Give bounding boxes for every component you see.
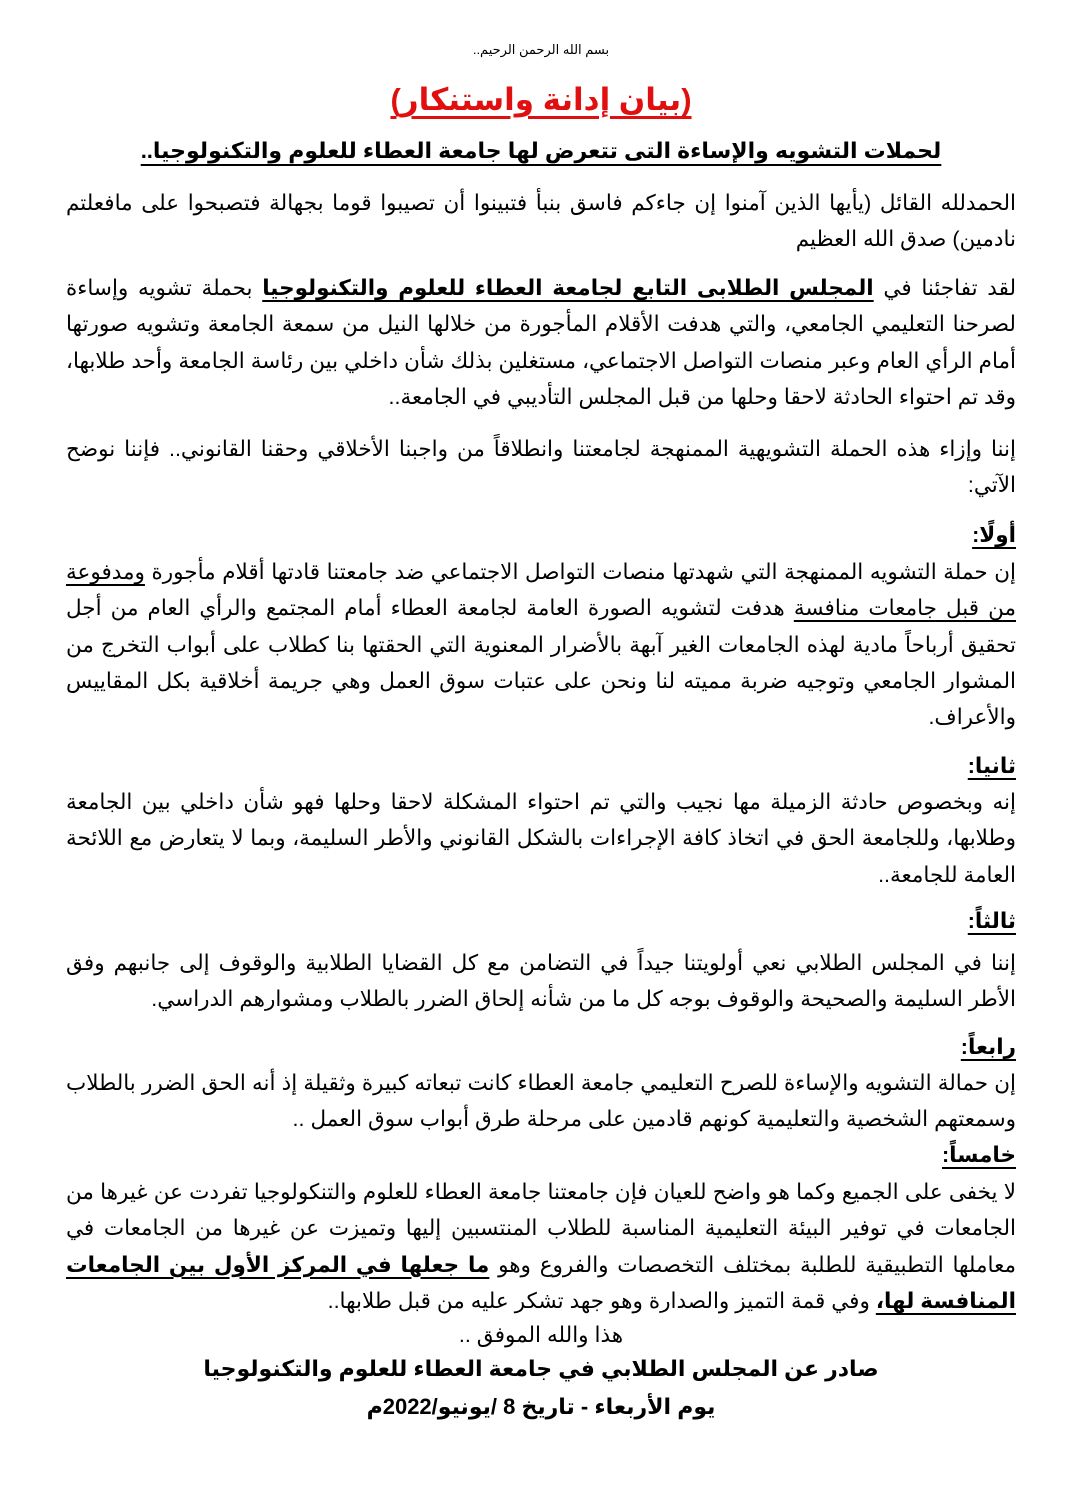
- heading-text: ثالثاً:: [967, 909, 1016, 933]
- section-heading-fourth: [66, 1029, 1016, 1065]
- section-heading-first: [66, 517, 1016, 553]
- section-fourth-text: إن حمالة التشويه والإساءة للصرح التعليمي جامعة العطاء كانت تبعاته كبيرة وثقيلة إذ أنه الحق الضرر بالطلاب وسمعتهم الشخصية والتعليمية كونهم قادمين على مرحلة طرق أبواب سوق العمل ..: [66, 1071, 1016, 1132]
- text: وفي قمة التميز والصدارة وهو جهد تشكر عليه من قبل طلابها..: [327, 1288, 876, 1313]
- closing-line: هذا والله الموفق ..: [458, 1323, 624, 1347]
- title-text: (بيان إدانة واستنكار): [390, 82, 692, 117]
- document-title: [66, 82, 1016, 118]
- heading-text: خامساً:: [942, 1143, 1016, 1167]
- issuer-line: صادر عن المجلس الطلابي في جامعة العطاء للعلوم والتكنولوجيا: [203, 1356, 879, 1381]
- heading-text: أولًا:: [972, 523, 1016, 547]
- heading-text: رابعاً:: [960, 1035, 1016, 1059]
- section-heading-fifth: [66, 1137, 1016, 1173]
- text: لا يخفى على الجميع وكما هو واضح للعيان فإن جامعتنا جامعة العطاء للعلوم والتنكولوجيا تفردت عن غيرها من الجامعات في توفير البيئة التعليمية المناسبة للطلاب المنتسبين إليها وتميزت عن غيرها من الجامعات في معاملها التطبيقية للطلبة بمختلف التخصصات والفروع وهو: [66, 1180, 1016, 1277]
- text: هدفت لتشويه الصورة العامة لجامعة العطاء أمام المجتمع والرأي العام من أجل تحقيق أرباحاً مادية لهذه الجامعات الغير آبهة بالأضرار المعنوية التي الحقتها بنا كطلاب على أبواب التخرج من المشوار الجامعي وتوجيه ضربة مميته لنا ونحن على عتبات سوق العمل وهي جريمة أخلاقية بكل المقاييس والأعراف.: [66, 596, 1016, 730]
- section-fifth-text: [66, 1174, 1016, 1319]
- section-heading-second: [66, 748, 1016, 784]
- section-heading-third: [66, 903, 1016, 939]
- subtitle-text: لحملات التشويه والإساءة التى تتعرض لها جامعة العطاء للعلوم والتكنولوجيا..: [140, 138, 942, 163]
- statement-paragraph: إننا وإزاء هذه الحملة التشويهية الممنهجة لجامعتنا وانطلاقاً من واجبنا الأخلاقي وحقنا القانوني.. فإننا نوضح الآتي:: [66, 437, 1016, 498]
- text: بحملة تشويه وإساءة لصرحنا التعليمي الجامعي، والتي هدفت الأقلام المأجورة من خلالها النيل من سمعة الجامعة وتشويه صورتها أمام الرأي العام وعبر منصات التواصل الاجتماعي، مستغلين بذلك شأن داخلي بين رئاسة الجامعة وأحد طلابها، وقد تم احتواء الحادثة لاحقا وحلها من قبل المجلس التأديبي في الجامعة..: [66, 276, 1016, 409]
- document-subtitle: [66, 138, 1016, 164]
- section-second-text: إنه وبخصوص حادثة الزميلة مها نجيب والتي تم احتواء المشكلة لاحقا وحلها فهو شأن داخلي بين الجامعة وطلابها، وللجامعة الحق في اتخاذ كافة الإجراءات بالشكل القانوني والأطر السليمة، وبما لا يتعارض مع اللائحة العامة للجامعة..: [66, 790, 1016, 887]
- date-line: يوم الأربعاء - تاريخ 8 /يونيو/2022م: [366, 1394, 716, 1419]
- section-first-text: [66, 554, 1016, 735]
- text: إن حملة التشويه الممنهجة التي شهدتها منصات التواصل الاجتماعي ضد جامعتنا قادتها أقلام مأجورة: [144, 560, 1016, 584]
- council-name: المجلس الطلابى التابع لجامعة العطاء للعلوم والتكنولوجيا: [262, 276, 874, 300]
- intro-verse: الحمدلله القائل (يأيها الذين آمنوا إن جاءكم فاسق بنبأ فتبينوا أن تصيبوا قوما بجهالة فتصبحوا على مافعلتم نادمين) صدق الله العظيم: [66, 191, 1016, 252]
- text: لقد تفاجئنا في: [873, 276, 1017, 300]
- heading-text: ثانيا:: [967, 754, 1016, 778]
- underlined-text: ومدفوعة من قبل جامعات منافسة: [66, 560, 1016, 621]
- emphasis-text: ما جعلها في المركز الأول بين الجامعات المنافسة لها،: [66, 1252, 1016, 1313]
- section-third-text: إننا في المجلس الطلابي نعي أولويتنا جيداً في التضامن مع كل القضايا الطلابية والوقوف إلى جانبهم وفق الأطر السليمة والصحيحة والوقوف بوجه كل ما من شأنه إلحاق الضرر بالطلاب ومشوارهم الدراسي.: [66, 951, 1016, 1012]
- basmala: بسم الله الرحمن الرحيم..: [472, 42, 610, 57]
- intro-paragraph: [66, 270, 1016, 415]
